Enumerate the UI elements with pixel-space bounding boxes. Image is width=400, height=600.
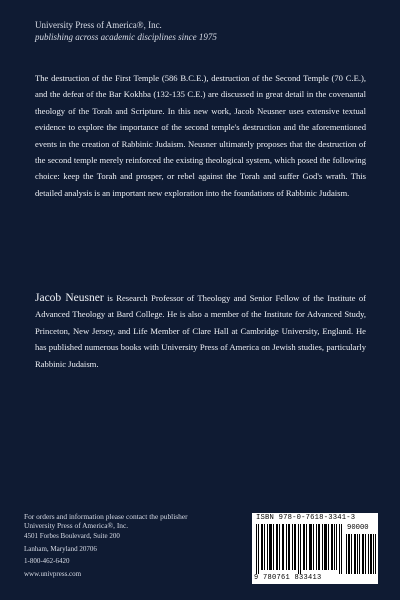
barcode-bars — [256, 524, 342, 574]
publisher-tagline: publishing across academic disciplines since 1975 — [35, 32, 217, 42]
author-bio-text: is Research Professor of Theology and Senior Fellow of the Institute of Advanced Theology at Bard College. He is also a member of the Institute for Advanced Study, Princeton, New Jersey, and Life Member of Clare Hall at Cambridge University, England. He has published numerous books with University Press of America on Jewish studies, particularly Rabbinic Judaism. — [35, 293, 366, 369]
publisher-header — [35, 19, 217, 43]
barcode-addon-number: 90000 — [347, 524, 369, 532]
contact-publisher-name: University Press of America®, Inc. — [24, 521, 129, 530]
book-description: The destruction of the First Temple (586 B.C.E.), destruction of the Second Temple (70 C.E.), and the defeat of the Bar Kokhba (132-135 C.E.) are discussed in great detail in the covenantal theology of the Torah and Scripture. In this new work, Jacob Neusner uses extensive textual evidence to explore the importance of the second temple's destruction and the aforementioned events in the creation of Rabbinic Judaism. Neusner ultimately proposes that the destruction of the second temple merely reinforced the existing theological system, which posed the following choice: keep the Torah and prosper, or rebel against the Torah and suffer God's wrath. This detailed analysis is an important new exploration into the foundations of Rabbinic Judaism. — [35, 73, 366, 198]
ean-number: 9 780761 833413 — [254, 574, 322, 582]
contact-address-line2: Lanham, Maryland 20706 — [24, 544, 97, 553]
author-name: Jacob Neusner — [35, 292, 104, 304]
contact-intro: For orders and information please contact the publisher — [24, 512, 188, 521]
isbn-text: ISBN 978-0-7618-3341-3 — [256, 514, 356, 522]
contact-website: www.univpress.com — [24, 569, 82, 578]
author-bio — [35, 290, 366, 372]
contact-info — [24, 512, 188, 580]
barcode-addon-bars — [346, 534, 376, 574]
contact-phone: 1-800-462-6420 — [24, 557, 70, 565]
contact-address-line1: 4501 Forbes Boulevard, Suite 200 — [24, 532, 120, 540]
publisher-name: University Press of America®, Inc. — [35, 20, 162, 30]
barcode — [252, 513, 378, 584]
